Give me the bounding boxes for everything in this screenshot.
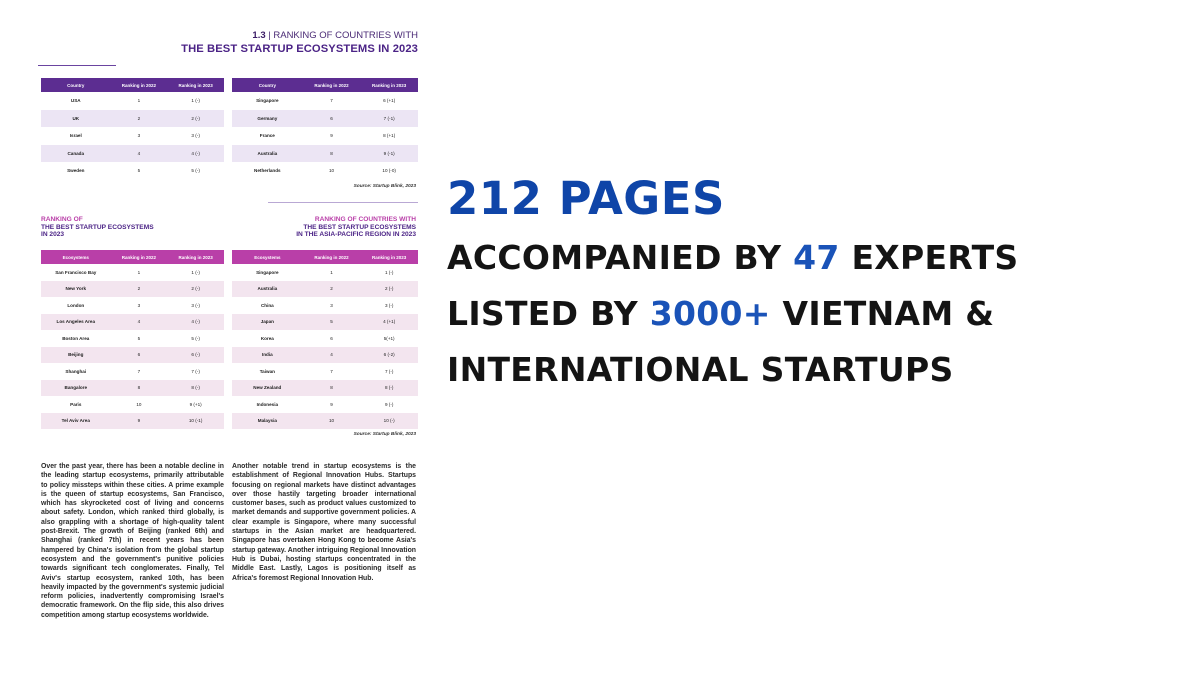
table-cell: 6 (111, 347, 168, 364)
table-cell: 1 (137, 98, 141, 104)
table-cell: Bangalore (41, 380, 111, 397)
table-row (232, 363, 418, 380)
table-cell: 4 (-) (167, 314, 224, 331)
table-cell: 4 (303, 347, 361, 364)
table-header-row (41, 250, 224, 264)
table-row (232, 110, 418, 128)
apac-title-line3: IN THE ASIA-PACIFIC REGION IN 2023 (296, 231, 416, 239)
table-cell: 4 (111, 145, 168, 163)
source-note-2: Source: Startup Blink, 2023 (353, 432, 416, 437)
table-cell: 5(+1) (383, 335, 395, 341)
table-cell: 7 (330, 368, 333, 374)
table-cell: 10 (-0) (382, 168, 396, 174)
table-cell: 7 (-1) (360, 110, 418, 128)
table-row (41, 347, 224, 364)
table-row (232, 330, 418, 347)
experts-line-pre: ACCOMPANIED BY (447, 238, 794, 277)
table-row (232, 297, 418, 314)
table-cell: 2 (-) (167, 281, 224, 298)
section-title-text: RANKING OF COUNTRIES WITH (273, 30, 418, 41)
table-cell: 1 (-) (191, 98, 200, 104)
column-header: Ranking in 2022 (303, 78, 361, 92)
table-cell: Netherlands (254, 168, 281, 174)
table-row (232, 162, 418, 180)
experts-count: 47 (793, 238, 840, 277)
table-row (232, 380, 418, 397)
table-cell: 7 (137, 368, 141, 374)
countries-table-left (41, 78, 224, 180)
table-row (41, 314, 224, 331)
table-cell: Israel (69, 133, 82, 139)
table-cell: Boston Area (62, 335, 90, 341)
table-cell: 1 (-) (384, 269, 394, 275)
table-cell: 7 (330, 98, 333, 104)
column-header: Ranking in 2023 (167, 78, 224, 92)
table-cell: 8 (303, 145, 361, 163)
table-cell: India (232, 347, 303, 364)
startups-line-post: VIETNAM & (770, 294, 995, 333)
table-cell: USA (70, 98, 81, 104)
apac-title-line2: THE BEST STARTUP ECOSYSTEMS (303, 223, 416, 231)
table-row (41, 127, 224, 145)
table-row (41, 162, 224, 180)
table-row (41, 145, 224, 163)
section-underline (38, 65, 116, 66)
table-cell: 8 (-) (167, 380, 224, 397)
table-cell: 5 (-) (191, 335, 200, 341)
column-header: Country (41, 78, 111, 92)
section-divider (268, 202, 418, 203)
section-title-line2: THE BEST STARTUP ECOSYSTEMS IN 2023 (181, 43, 418, 55)
table-cell: Paris (70, 401, 82, 407)
table-cell: Korea (260, 335, 274, 341)
table-cell: 7 (-) (384, 368, 394, 374)
source-note-1: Source: Startup Blink, 2023 (353, 184, 416, 189)
column-header: Ranking in 2023 (360, 250, 418, 264)
table-cell: 6 (-2) (360, 347, 418, 364)
table-cell: 9 (330, 401, 333, 407)
table-row (41, 264, 224, 281)
startups-count: 3000+ (649, 294, 771, 333)
table-cell: 9 (-) (384, 401, 394, 407)
pages-headline: 212 PAGES (447, 172, 725, 225)
table-cell: 3 (137, 302, 141, 308)
table-cell: 6 (+1) (383, 98, 396, 104)
table-cell: 3 (137, 133, 141, 139)
table-cell: France (259, 133, 275, 139)
table-row (41, 330, 224, 347)
table-cell: Australia (232, 145, 303, 163)
table-cell: London (67, 302, 85, 308)
column-header: Ecosystems (232, 250, 303, 264)
ecosystems-title-line3: IN 2023 (41, 231, 65, 239)
table-row (232, 396, 418, 413)
table-cell: 2 (303, 281, 361, 298)
table-row (232, 413, 418, 430)
table-cell: 3 (-) (191, 302, 200, 308)
paragraph-left: Over the past year, there has been a notable decline in the leading startup ecosystems, primarily attributable to policy missteps within these cities. A prime example is the queen of startup ecosystems, San Francisco, which has skyrocketed cost of living and concerns about safety. London, which ranked third globally, is also grappling with a shortage of high-quality talent post-Brexit. The growth of Beijing (ranked 6th) and Shanghai (ranked 7th) in recent years has been hampered by China's isolation from the global startup ecosystem and the government's punitive policies towards significant tech conglomerates. Finally, Tel Aviv's startup ecosystem, ranked 10th, has been heavily impacted by the government's systemic judicial reform policies, inadvertently compromising Israel's democratic framework. On the flip side, this also drives competition among startup ecosystems worldwide. (41, 463, 224, 619)
table-cell: 10 (328, 168, 335, 174)
experts-line-post: EXPERTS (839, 238, 1019, 277)
table-cell: 5 (137, 335, 141, 341)
table-cell: Singapore (256, 98, 279, 104)
column-header: Ranking in 2023 (167, 250, 224, 264)
table-cell: 2 (-) (167, 110, 224, 128)
column-header: Country (232, 78, 303, 92)
startups-line-pre: LISTED BY (447, 294, 650, 333)
table-cell: 8 (303, 380, 361, 397)
table-cell: 6 (-) (167, 347, 224, 364)
table-cell: San Francisco Bay (55, 269, 97, 275)
table-cell: 9 (+1) (189, 401, 202, 407)
startups-line (447, 286, 1187, 342)
table-cell: Singapore (256, 269, 279, 275)
table-cell: Sweden (67, 168, 85, 174)
table-row (232, 145, 418, 163)
table-cell: Taiwan (259, 368, 275, 374)
table-cell: 2 (-) (360, 281, 418, 298)
table-cell: 1 (137, 269, 141, 275)
column-header: Ecosystems (41, 250, 111, 264)
table-row (41, 380, 224, 397)
countries-table-right (232, 78, 418, 180)
table-cell: UK (41, 110, 111, 128)
ecosystems-title-line1: RANKING OF (41, 216, 83, 223)
table-cell: Los Angeles Area (41, 314, 111, 331)
ecosystems-title (41, 216, 154, 239)
table-cell: 7 (-) (191, 368, 200, 374)
table-row (232, 264, 418, 281)
table-cell: 6 (303, 110, 361, 128)
promo-text-block (447, 168, 1187, 398)
column-header: Ranking in 2023 (360, 78, 418, 92)
column-header: Ranking in 2022 (111, 250, 168, 264)
table-row (41, 396, 224, 413)
table-row (232, 347, 418, 364)
table-cell: 5 (303, 314, 361, 331)
table-row (41, 281, 224, 298)
table-cell: Shanghai (65, 368, 87, 374)
ecosystems-table (41, 250, 224, 429)
table-cell: 2 (111, 281, 168, 298)
section-number: 1.3 (252, 30, 266, 41)
table-cell: Beijing (41, 347, 111, 364)
ecosystems-title-line2: THE BEST STARTUP ECOSYSTEMS (41, 223, 154, 231)
table-cell: New York (41, 281, 111, 298)
table-cell: Australia (232, 281, 303, 298)
table-cell: 9 (330, 133, 333, 139)
table-cell: Malaysia (232, 413, 303, 430)
table-cell: 4 (111, 314, 168, 331)
table-cell: 1 (-) (191, 269, 200, 275)
table-cell: 5 (-) (191, 168, 200, 174)
table-cell: Japan (232, 314, 303, 331)
apac-title-line1: RANKING OF COUNTRIES WITH (314, 216, 416, 223)
table-header-row (232, 250, 418, 264)
table-cell: 3 (-) (191, 133, 200, 139)
table-row (41, 297, 224, 314)
table-row (232, 92, 418, 110)
table-cell: 3 (-) (384, 302, 394, 308)
document-page (38, 22, 420, 662)
table-cell: New Zealand (232, 380, 303, 397)
experts-line (447, 230, 1187, 286)
table-row (41, 110, 224, 128)
section-header (38, 30, 420, 64)
table-cell: 4 (+1) (360, 314, 418, 331)
table-cell: 3 (330, 302, 333, 308)
table-cell: 4 (-) (167, 145, 224, 163)
table-cell: 1 (330, 269, 333, 275)
table-cell: China (260, 302, 274, 308)
table-cell: 2 (111, 110, 168, 128)
table-cell: 6 (330, 335, 333, 341)
table-cell: 8 (-) (360, 380, 418, 397)
table-header-row (232, 78, 418, 92)
table-cell: Canada (41, 145, 111, 163)
table-cell: 10 (136, 401, 142, 407)
table-row (41, 413, 224, 430)
table-cell: 10 (303, 413, 361, 430)
international-startups-line: INTERNATIONAL STARTUPS (447, 350, 954, 389)
table-cell: 10 (-) (360, 413, 418, 430)
table-cell: 5 (137, 168, 141, 174)
column-header: Ranking in 2022 (303, 250, 361, 264)
apac-table (232, 250, 418, 429)
table-row (41, 363, 224, 380)
table-header-row (41, 78, 224, 92)
table-cell: 10 (-1) (167, 413, 224, 430)
table-cell: 9 (-1) (360, 145, 418, 163)
table-row (232, 127, 418, 145)
table-row (232, 314, 418, 331)
section-title-line1: 1.3 | RANKING OF COUNTRIES WITH (252, 30, 418, 41)
table-cell: 8 (111, 380, 168, 397)
column-header: Ranking in 2022 (111, 78, 168, 92)
apac-title (296, 216, 416, 239)
table-row (41, 92, 224, 110)
table-cell: 8 (+1) (383, 133, 396, 139)
table-cell: 9 (111, 413, 168, 430)
table-cell: Germany (232, 110, 303, 128)
paragraph-right: Another notable trend in startup ecosystems is the establishment of Regional Innovation Hubs. Startups focusing on regional markets have distinct advantages over those hastily targeting broader international customer bases, such as product values customized to market demands and supportive government policies. A clear example is Singapore, where many successful startups in the Asian market are headquartered. Singapore has overtaken Hong Kong to become Asia's startup gateway. Another intriguing Regional Innovation Hub is Dubai, hosting startups concentrated in the Middle East. Lastly, Lagos is positioning itself as Africa's foremost Regional Innovation Hub. (232, 463, 416, 582)
table-cell: Indonesia (256, 401, 279, 407)
table-cell: Tel Aviv Area (41, 413, 111, 430)
table-row (232, 281, 418, 298)
